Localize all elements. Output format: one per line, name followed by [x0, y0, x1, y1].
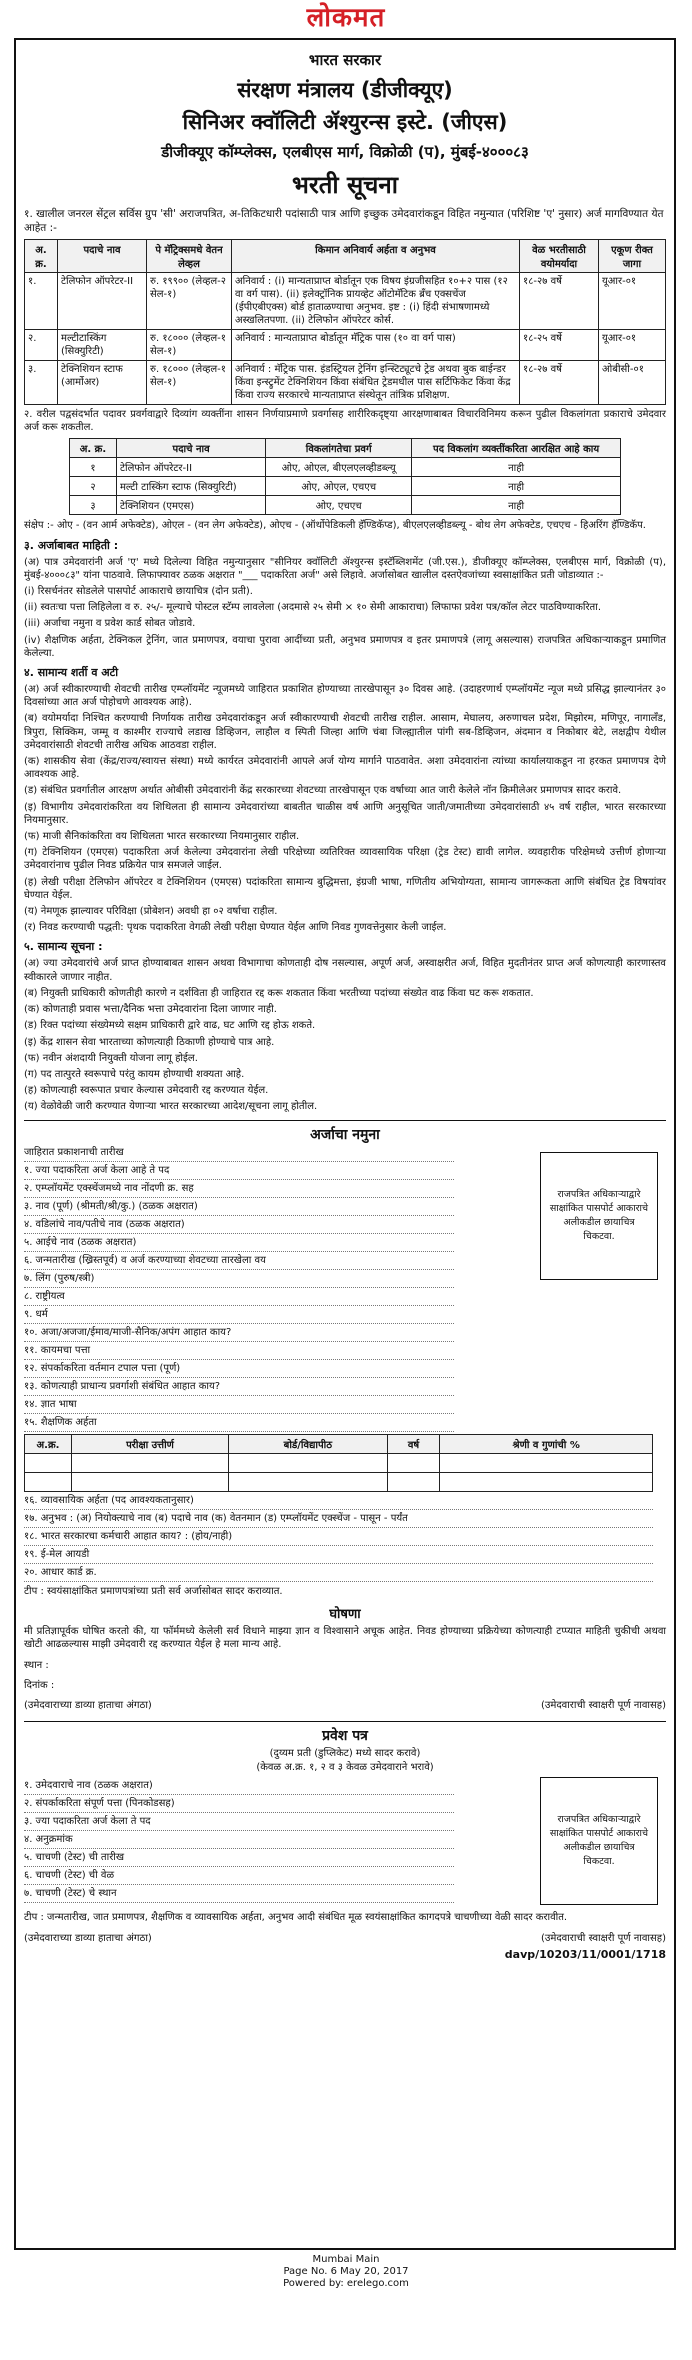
- table-row: [69, 496, 620, 515]
- posts-th: किमान अनिवार्य अर्हता व अनुभव: [232, 240, 520, 273]
- table-row: [69, 477, 620, 496]
- admit-card: [24, 1777, 666, 1961]
- list-item: (अ) ज्या उमेदवारांचे अर्ज प्राप्त होण्याबाबत शासन अथवा विभागाचा कोणताही दोष नसल्यास, अपूर्ण अर्ज, अस्वाक्षरीत अर्ज, विहित मुदतीनंतर प्राप्त अर्ज कोणत्याही कारणास्तव स्वीकारले जाणार नाहीत.: [24, 958, 666, 983]
- signature-label: (उमेदवाराची स्वाक्षरी पूर्ण नावासह): [540, 1933, 666, 1945]
- post-no: ३.: [25, 361, 58, 405]
- declaration-signatures: [24, 1697, 666, 1711]
- thumb-impression-label: (उमेदवाराच्या डाव्या हाताचा अंगठा): [24, 1700, 152, 1712]
- admit-field: १. उमेदवाराचे नाव (ठळक अक्षरात): [24, 1777, 454, 1795]
- form-field: १७. अनुभव : (अ) नियोक्त्याचे नाव (ब) पदाचे नाव (क) वेतनमान (ड) एम्प्लॉयमेंट एक्स्चेंज - पासून - पर्यंत: [24, 1510, 653, 1528]
- post-qualification: अनिवार्य : मॅट्रिक पास. इंडस्ट्रियल ट्रेनिंग इन्स्टिट्यूटचे ट्रेड अथवा बुक बाईन्डर किंवा इन्स्ट्रुमेंट टेक्निशियन किंवा संबंधित ट्रेडमधील पास सर्टिफिकेट किंवा केंद्र किंवा राज्य सरकारचे मान्यताप्राप्त संस्थेतून तांत्रिक प्रशिक्षण.: [232, 361, 520, 405]
- admit-subtitle: (दुय्यम प्रती (डुप्लिकेट) मध्ये सादर करावे): [269, 1748, 421, 1760]
- photo-box: राजपत्रित अधिकाऱ्याद्वारे साक्षांकित पासपोर्ट आकाराचे अलीकडील छायाचित्र चिकटवा.: [540, 1152, 658, 1280]
- post-age: १८-२७ वर्षे: [520, 273, 599, 330]
- govt-title: भारत सरकार: [308, 51, 382, 69]
- list-item: (ब) वयोमर्यादा निश्चित करण्याची निर्णायक तारीख उमेदवारांकडून अर्ज स्वीकारण्याची शेवटची तारीख राहील. आसाम, मेघालय, अरुणाचल प्रदेश, मिझोरम, मणिपूर, नागालँड, त्रिपुरा, सिक्किम, जम्मू व काश्मीर राज्याचे लडाख डिव्हिजन, लाहौल व स्पिती जिल्हा आणि चंबा जिल्ह्यातील पांगी सब-डिव्हिजन, अंदमान व निकोबार बेटे, लक्षद्वीप येथील उमेदवारांसाठी शेवटची तारीख अधिक आठवडा राहील.: [24, 713, 666, 751]
- declaration-place-row: [24, 1657, 666, 1671]
- list-item: (ii) स्वतःचा पत्ता लिहिलेला व रु. २५/- मूल्याचे पोस्टल स्टॅम्प लावलेला (अदमासे २५ सेमी × १० सेमी आकाराचा) लिफाफा प्रवेश पत्र/कॉल लेटर पाठविण्याकरिता.: [24, 602, 602, 614]
- posts-th: अ. क्र.: [25, 240, 58, 273]
- list-item: (ड) रिक्त पदांच्या संख्येमध्ये सक्षम प्राधिकारी द्वारे वाढ, घट आणि रद्द होऊ शकते.: [24, 1020, 316, 1032]
- list-item: (य) वेळोवेळी जारी करण्यात येणाऱ्या भारत सरकारच्या आदेश/सूचना लागू होतील.: [24, 1101, 318, 1113]
- ad-header: [24, 50, 666, 201]
- section-3-text: (अ) पात्र उमेदवारांनी अर्ज 'ए' मध्ये दिलेल्या विहित नमुन्यानुसार "सीनियर क्वॉलिटी ॲश्युरन्स इस्टॅब्लिशमेंट (जी.एस.), डीजीक्यूए कॉम्प्लेक्स, एलबीएस मार्ग, विक्रोळी (प), मुंबई-४०००८३" यांना पाठवावे. लिफाफ्यावर ठळक अक्षरात "___ पदाकरिता अर्ज" असे लिहावे. अर्जासोबत खालील दस्तऐवजांच्या स्वसाक्षांकित प्रती जोडाव्यात :-: [24, 556, 666, 581]
- post-pay: रु. १८००० (लेव्हल-१ सेल-१): [147, 361, 232, 405]
- ministry-title: संरक्षण मंत्रालय (डीजीक्यूए): [237, 78, 453, 102]
- list-item: (ह) कोणत्याही स्वरूपात प्रचार केल्यास उमेदवारी रद्द करण्यात येईल.: [24, 1085, 269, 1097]
- list-item: (क) कोणताही प्रवास भत्ता/दैनिक भत्ता उमेदवारांना दिला जाणार नाही.: [24, 1004, 277, 1016]
- post-age: १८-२५ वर्षे: [520, 330, 599, 361]
- post-qualification: अनिवार्य : मान्यताप्राप्त बोर्डातून मॅट्रिक पास (१० वा वर्ग पास): [232, 330, 520, 361]
- form-field: ६. जन्मतारीख (ख्रिस्तपूर्व) व अर्ज करण्याच्या शेवटच्या तारखेला वय: [24, 1252, 454, 1270]
- form-field: १६. व्यावसायिक अर्हता (पद आवश्यकतानुसार): [24, 1492, 653, 1510]
- list-item: (फ) माजी सैनिकांकरिता वय शिथिलता भारत सरकारच्या नियमानुसार राहील.: [24, 831, 300, 843]
- form-field: १३. कोणत्याही प्राधान्य प्रवर्गाशी संबंधित आहात काय?: [24, 1378, 454, 1396]
- dis-category: ओए, ओएल, बीएलएलव्हीडब्ल्यू: [266, 458, 412, 477]
- section-5-title: ५. सामान्य सूचना :: [24, 940, 103, 954]
- table-row: [69, 458, 620, 477]
- edu-th: बोर्ड/विद्यापीठ: [228, 1434, 387, 1453]
- post-age: १८-२७ वर्षे: [520, 361, 599, 405]
- form-field: ७. लिंग (पुरुष/स्त्री): [24, 1270, 454, 1288]
- education-table: [24, 1434, 653, 1492]
- newspaper-logo: लोकमत: [306, 3, 386, 33]
- recruitment-advertisement: [14, 38, 676, 2250]
- dis-post: मल्टी टास्किंग स्टाफ (सिक्युरिटी): [116, 477, 265, 496]
- list-item: (इ) केंद्र शासन सेवा भारताच्या कोणत्याही ठिकाणी होण्याचे पात्र आहे.: [24, 1036, 275, 1048]
- para-disability: २. वरील पद्वसंदर्भात पदावर प्रवर्गवाद्वारे दिव्यांग व्यक्तींना शासन निर्णयाप्रमाणे प्रवर्गासह शारीरिकदृष्ट्या आरक्षणाबाबत विचारविनिमय करून पुढील विकलांगता प्रकाराचे उमेदवार अर्ज करू शकतील.: [24, 409, 666, 434]
- establishment-title: सिनिअर क्वॉलिटी ॲश्युरन्स इस्टे. (जीएस): [182, 110, 508, 134]
- admit-field: २. संपर्काकरिता संपूर्ण पत्ता (पिनकोडसह): [24, 1795, 454, 1813]
- admit-subtitle: (केवळ अ.क्र. १, २ व ३ केवळ उमेदवाराने भरावे): [256, 1762, 434, 1774]
- post-vacancy: ओबीसी-०१: [599, 361, 666, 405]
- edition-label: Mumbai Main: [312, 2254, 380, 2265]
- disability-th: पदाचे नाव: [116, 439, 265, 458]
- notice-title: भरती सूचना: [292, 171, 398, 199]
- list-item: (iv) शैक्षणिक अर्हता, टेक्निकल ट्रेनिंग, जात प्रमाणपत्र, वयाचा पुरावा आदींच्या प्रती, अनुभव प्रमाणपत्र व इतर प्रमाणपत्रे (लागू असल्यास) राजपत्रित अधिकाऱ्याकडून प्रमाणित केलेल्या.: [24, 634, 666, 659]
- dis-no: २: [69, 477, 116, 496]
- form-field: ४. वडिलांचे नाव/पतीचे नाव (ठळक अक्षरात): [24, 1216, 454, 1234]
- post-name: टेलिफोन ऑपरेटर-II: [58, 273, 147, 330]
- dis-reserved: नाही: [412, 458, 621, 477]
- signature-label: (उमेदवाराची स्वाक्षरी पूर्ण नावासह): [540, 1700, 666, 1712]
- dis-reserved: नाही: [412, 477, 621, 496]
- declaration-text: मी प्रतिज्ञापूर्वक घोषित करतो की, या फॉर्ममध्ये केलेली सर्व विधाने माझ्या ज्ञान व विश्वासाने अचूक आहेत. निवड होण्याच्या प्रक्रियेच्या कोणत्याही टप्प्यात माहिती चुकीची अथवा खोटी आढळल्यास माझी उमेदवारी रद्द करण्यात येईल हे मला मान्य आहे.: [24, 1625, 666, 1650]
- form-tip: टीप : स्वयंसाक्षांकित प्रमाणपत्रांच्या प्रती सर्व अर्जासोबत सादर कराव्यात.: [24, 1585, 283, 1597]
- declaration-sign-row: [24, 1677, 666, 1691]
- edu-th: श्रेणी व गुणांची %: [440, 1434, 653, 1453]
- list-item: (क) शासकीय सेवा (केंद्र/राज्य/स्वायत्त संस्था) मध्ये कार्यरत उमेदवारांनी आपले अर्ज योग्य मार्गाने पाठवावेत. अशा उमेदवारांना त्यांच्या कार्यालयाकडून ना हरकत प्रमाणपत्र देणे आवश्यक आहे.: [24, 756, 666, 781]
- edu-th: परीक्षा उत्तीर्ण: [72, 1434, 229, 1453]
- list-item: (अ) अर्ज स्वीकारण्याची शेवटची तारीख एम्प्लॉयमेंट न्यूजमध्ये जाहिरात प्रकाशित होण्याच्या तारखेपासून ३० दिवस आहे. (उदाहरणार्थ एम्प्लॉयमेंट न्यूज मध्ये प्रसिद्ध झाल्यानंतर ३० दिवसांच्या आत अर्ज पोहोचणे आवश्यक आहे).: [24, 684, 666, 709]
- masthead: [0, 0, 692, 36]
- admit-field: ६. चाचणी (टेस्ट) ची वेळ: [24, 1867, 454, 1885]
- post-no: १.: [25, 273, 58, 330]
- powered-by: Powered by: erelego.com: [283, 2278, 409, 2289]
- abbreviations: संक्षेप :- ओए - (वन आर्म अफेक्टेड), ओएल - (वन लेग अफेक्टेड), ओएच - (ऑर्थोपेडिकली हॅण्डिकॅप्ड), बीएलएलव्हीडब्ल्यू - बोथ लेग अफेक्टेड, एचएच - हिअरिंग हॅण्डिकॅप.: [24, 520, 646, 532]
- post-vacancy: यूआर-०१: [599, 273, 666, 330]
- list-item: (i) रिसर्चनंतर सोडलेले पासपोर्ट आकाराचे छायाचित्र (दोन प्रती).: [24, 586, 253, 598]
- disability-th: अ. क्र.: [69, 439, 116, 458]
- form-field: ८. राष्ट्रीयत्व: [24, 1288, 454, 1306]
- table-row: [25, 330, 666, 361]
- date-label: दिनांक :: [24, 1680, 55, 1692]
- declaration-title: घोषणा: [329, 1606, 361, 1622]
- davp-code: davp/10203/11/0001/1718: [504, 1948, 666, 1962]
- list-item: (फ) नवीन अंशदायी नियुक्ती योजना लागू होईल.: [24, 1052, 198, 1064]
- form-field: १४. ज्ञात भाषा: [24, 1396, 454, 1414]
- list-item: (इ) विभागीय उमेदवारांकरिता वय शिथिलता ही सामान्य उमेदवारांच्या बाबतीत चाळीस वर्ष आणि अनुसूचित जाती/जमातीच्या उमेदवारांसाठी ४५ वर्ष राहील, भारत सरकारच्या नियमानुसार.: [24, 801, 666, 826]
- post-no: २.: [25, 330, 58, 361]
- form-field: ५. आईचे नाव (ठळक अक्षरात): [24, 1234, 454, 1252]
- place-label: स्थान :: [24, 1660, 49, 1672]
- edu-th: अ.क्र.: [25, 1434, 72, 1453]
- admit-field: ४. अनुक्रमांक: [24, 1831, 454, 1849]
- disability-th: पद विकलांग व्यक्तींकरिता आरक्षित आहे काय: [412, 439, 621, 458]
- admit-card-title: प्रवेश पत्र: [24, 1721, 666, 1745]
- form-field: १९. ई-मेल आयडी: [24, 1546, 653, 1564]
- post-vacancy: यूआर-०१: [599, 330, 666, 361]
- table-row: [25, 1472, 653, 1491]
- list-item: (य) नेमणूक झाल्यावर परिविक्षा (प्रोबेशन) अवधी हा ०२ वर्षाचा राहील.: [24, 906, 278, 918]
- admit-field: ३. ज्या पदाकरिता अर्ज केला ते पद: [24, 1813, 454, 1831]
- admit-field: ५. चाचणी (टेस्ट) ची तारीख: [24, 1849, 454, 1867]
- list-item: (iii) अर्जाचा नमुना व प्रवेश कार्ड सोबत जोडावे.: [24, 618, 196, 630]
- posts-table: [24, 239, 666, 405]
- dis-post: टेक्निशियन (एमएस): [116, 496, 265, 515]
- post-name: मल्टीटास्किंग (सिक्युरिटी): [58, 330, 147, 361]
- list-item: (ग) पद तात्पुरते स्वरूपाचे परंतु कायम होण्याची शक्यता आहे.: [24, 1068, 245, 1080]
- dis-category: ओए, ओएल, एचएच: [266, 477, 412, 496]
- application-form: [24, 1144, 666, 1598]
- list-item: (ह) लेखी परीक्षा टेलिफोन ऑपरेटर व टेक्निशियन (एमएस) पदांकरिता सामान्य बुद्धिमत्ता, इंग्रजी भाषा, गणितीय अभियोग्यता, सामान्य जागरूकता आणि संबंधित ट्रेड विषयांवर घेण्यात येईल.: [24, 876, 666, 901]
- form-field: २०. आधार कार्ड क्र.: [24, 1564, 653, 1582]
- list-item: (र) निवड करण्याची पद्धती: पृथक पदाकरिता वेगळी लेखी परीक्षा घेण्यात येईल आणि निवड गुणवत्तेनुसार केली जाईल.: [24, 922, 447, 934]
- post-name: टेक्निशियन स्टाफ (आर्मोअर): [58, 361, 147, 405]
- table-row: [25, 273, 666, 330]
- form-field: १२. संपर्काकरिता वर्तमान टपाल पत्ता (पूर्ण): [24, 1360, 454, 1378]
- edu-th: वर्ष: [387, 1434, 440, 1453]
- admit-field: ७. चाचणी (टेस्ट) चे स्थान: [24, 1885, 454, 1903]
- application-form-title: अर्जाचा नमुना: [24, 1120, 666, 1144]
- section-3-title: ३. अर्जाबाबत माहिती :: [24, 538, 119, 552]
- dis-reserved: नाही: [412, 496, 621, 515]
- form-field: १८. भारत सरकारचा कर्मचारी आहात काय? : (होय/नाही): [24, 1528, 653, 1546]
- form-field: ९. धर्म: [24, 1306, 454, 1324]
- form-field: २. एम्प्लॉयमेंट एक्स्चेंजमध्ये नाव नोंदणी क्र. सह: [24, 1180, 454, 1198]
- post-pay: रु. १८००० (लेव्हल-१ सेल-१): [147, 330, 232, 361]
- table-row: [25, 1453, 653, 1472]
- dis-no: ३: [69, 496, 116, 515]
- dis-no: १: [69, 458, 116, 477]
- posts-th: पदाचे नाव: [58, 240, 147, 273]
- page-info: Page No. 6 May 20, 2017: [283, 2266, 409, 2277]
- form-field: १०. अजा/अजजा/ईमाव/माजी-सैनिक/अपंग आहात काय?: [24, 1324, 454, 1342]
- post-qualification: अनिवार्य : (i) मान्यताप्राप्त बोर्डातून एक विषय इंग्रजीसहित १०+२ पास (१२ वा वर्ग पास). (ii) इलेक्ट्रॉनिक प्रायव्हेट ऑटोमॅटिक ब्रँच एक्सचेंज (ईपीएबीएक्स) बोर्ड हाताळण्याचा अनुभव. इष्ट : (i) हिंदी संभाषणामध्ये अस्खलितपणा. (ii) टेलिफोन ऑपरेटर कोर्स.: [232, 273, 520, 330]
- disability-table: [69, 438, 621, 515]
- page-footer: [0, 2254, 692, 2290]
- disability-th: विकलांगतेचा प्रवर्ग: [266, 439, 412, 458]
- dis-category: ओए, एचएच: [266, 496, 412, 515]
- section-4-title: ४. सामान्य शर्ती व अटी: [24, 666, 119, 680]
- establishment-address: डीजीक्यूए कॉम्प्लेक्स, एलबीएस मार्ग, विक्रोळी (प), मुंबई-४०००८३: [161, 143, 529, 161]
- list-item: (ड) संबंधित प्रवर्गातील आरक्षण अर्थात ओबीसी उमेदवारांनी केंद्र सरकारच्या शेवटच्या तारखेपासून एक वर्षाच्या आत जारी केलेले नॉन क्रिमीलेअर प्रमाणपत्र सादर करावे.: [24, 785, 622, 797]
- admit-photo-box: राजपत्रित अधिकाऱ्याद्वारे साक्षांकित पासपोर्ट आकाराचे अलीकडील छायाचित्र चिकटवा.: [540, 1777, 658, 1905]
- posts-th: वेळ भरतीसाठी वयोमर्यादा: [520, 240, 599, 273]
- posts-th: पे मॅट्रिक्समधे वेतन लेव्हल: [147, 240, 232, 273]
- form-field: १. ज्या पदाकरिता अर्ज केला आहे ते पद: [24, 1162, 454, 1180]
- posts-th: एकूण रीक्त जागा: [599, 240, 666, 273]
- dis-post: टेलिफोन ऑपरेटर-II: [116, 458, 265, 477]
- form-field: जाहिरात प्रकाशनाची तारीख: [24, 1144, 454, 1162]
- list-item: (ग) टेक्निशियन (एमएस) पदाकरिता अर्ज केलेल्या उमेदवारांना लेखी परिक्षेच्या व्यतिरिक्त व्यावसायिक परिक्षा (ट्रेड टेस्ट) द्यावी लागेल. व्यवहारीक परिक्षेमध्ये उत्तीर्ण होणाऱ्या उमेदवारांनाच पुढील निवड प्रक्रियेत पात्र समजले जाईल.: [24, 847, 666, 872]
- table-row: [25, 361, 666, 405]
- admit-signatures: [24, 1930, 666, 1944]
- form-field: ११. कायमचा पत्ता: [24, 1342, 454, 1360]
- form-field: १५. शैक्षणिक अर्हता: [24, 1414, 454, 1432]
- list-item: (ब) नियुक्ती प्राधिकारी कोणतीही कारणे न दर्शविता ही जाहिरात रद्द करू शकतात किंवा भरतीच्या पदांच्या संख्येत वाढ किंवा घट करू शकतात.: [24, 987, 534, 999]
- post-pay: रु. १९९०० (लेव्हल-२ सेल-१): [147, 273, 232, 330]
- form-field: ३. नाव (पूर्ण) (श्रीमती/श्री/कु.) (ठळक अक्षरात): [24, 1198, 454, 1216]
- thumb-impression-label: (उमेदवाराच्या डाव्या हाताचा अंगठा): [24, 1933, 152, 1945]
- admit-tip: टीप : जन्मतारीख, जात प्रमाणपत्र, शैक्षणिक व व्यावसायिक अर्हता, अनुभव आदी संबंधित मूळ स्वयंसाक्षांकित कागदपत्रे चाचणीच्या वेळी सादर करावीत.: [24, 1912, 568, 1924]
- intro-paragraph: १. खालील जनरल सेंट्रल सर्विस ग्रुप 'सी' अराजपत्रित, अ-तिकिटधारी पदांसाठी पात्र आणि इच्छुक उमेदवारांकडून विहित नमुन्यात (परिशिष्ट 'ए' नुसार) अर्ज मागविण्यात येत आहेत :-: [24, 208, 664, 234]
